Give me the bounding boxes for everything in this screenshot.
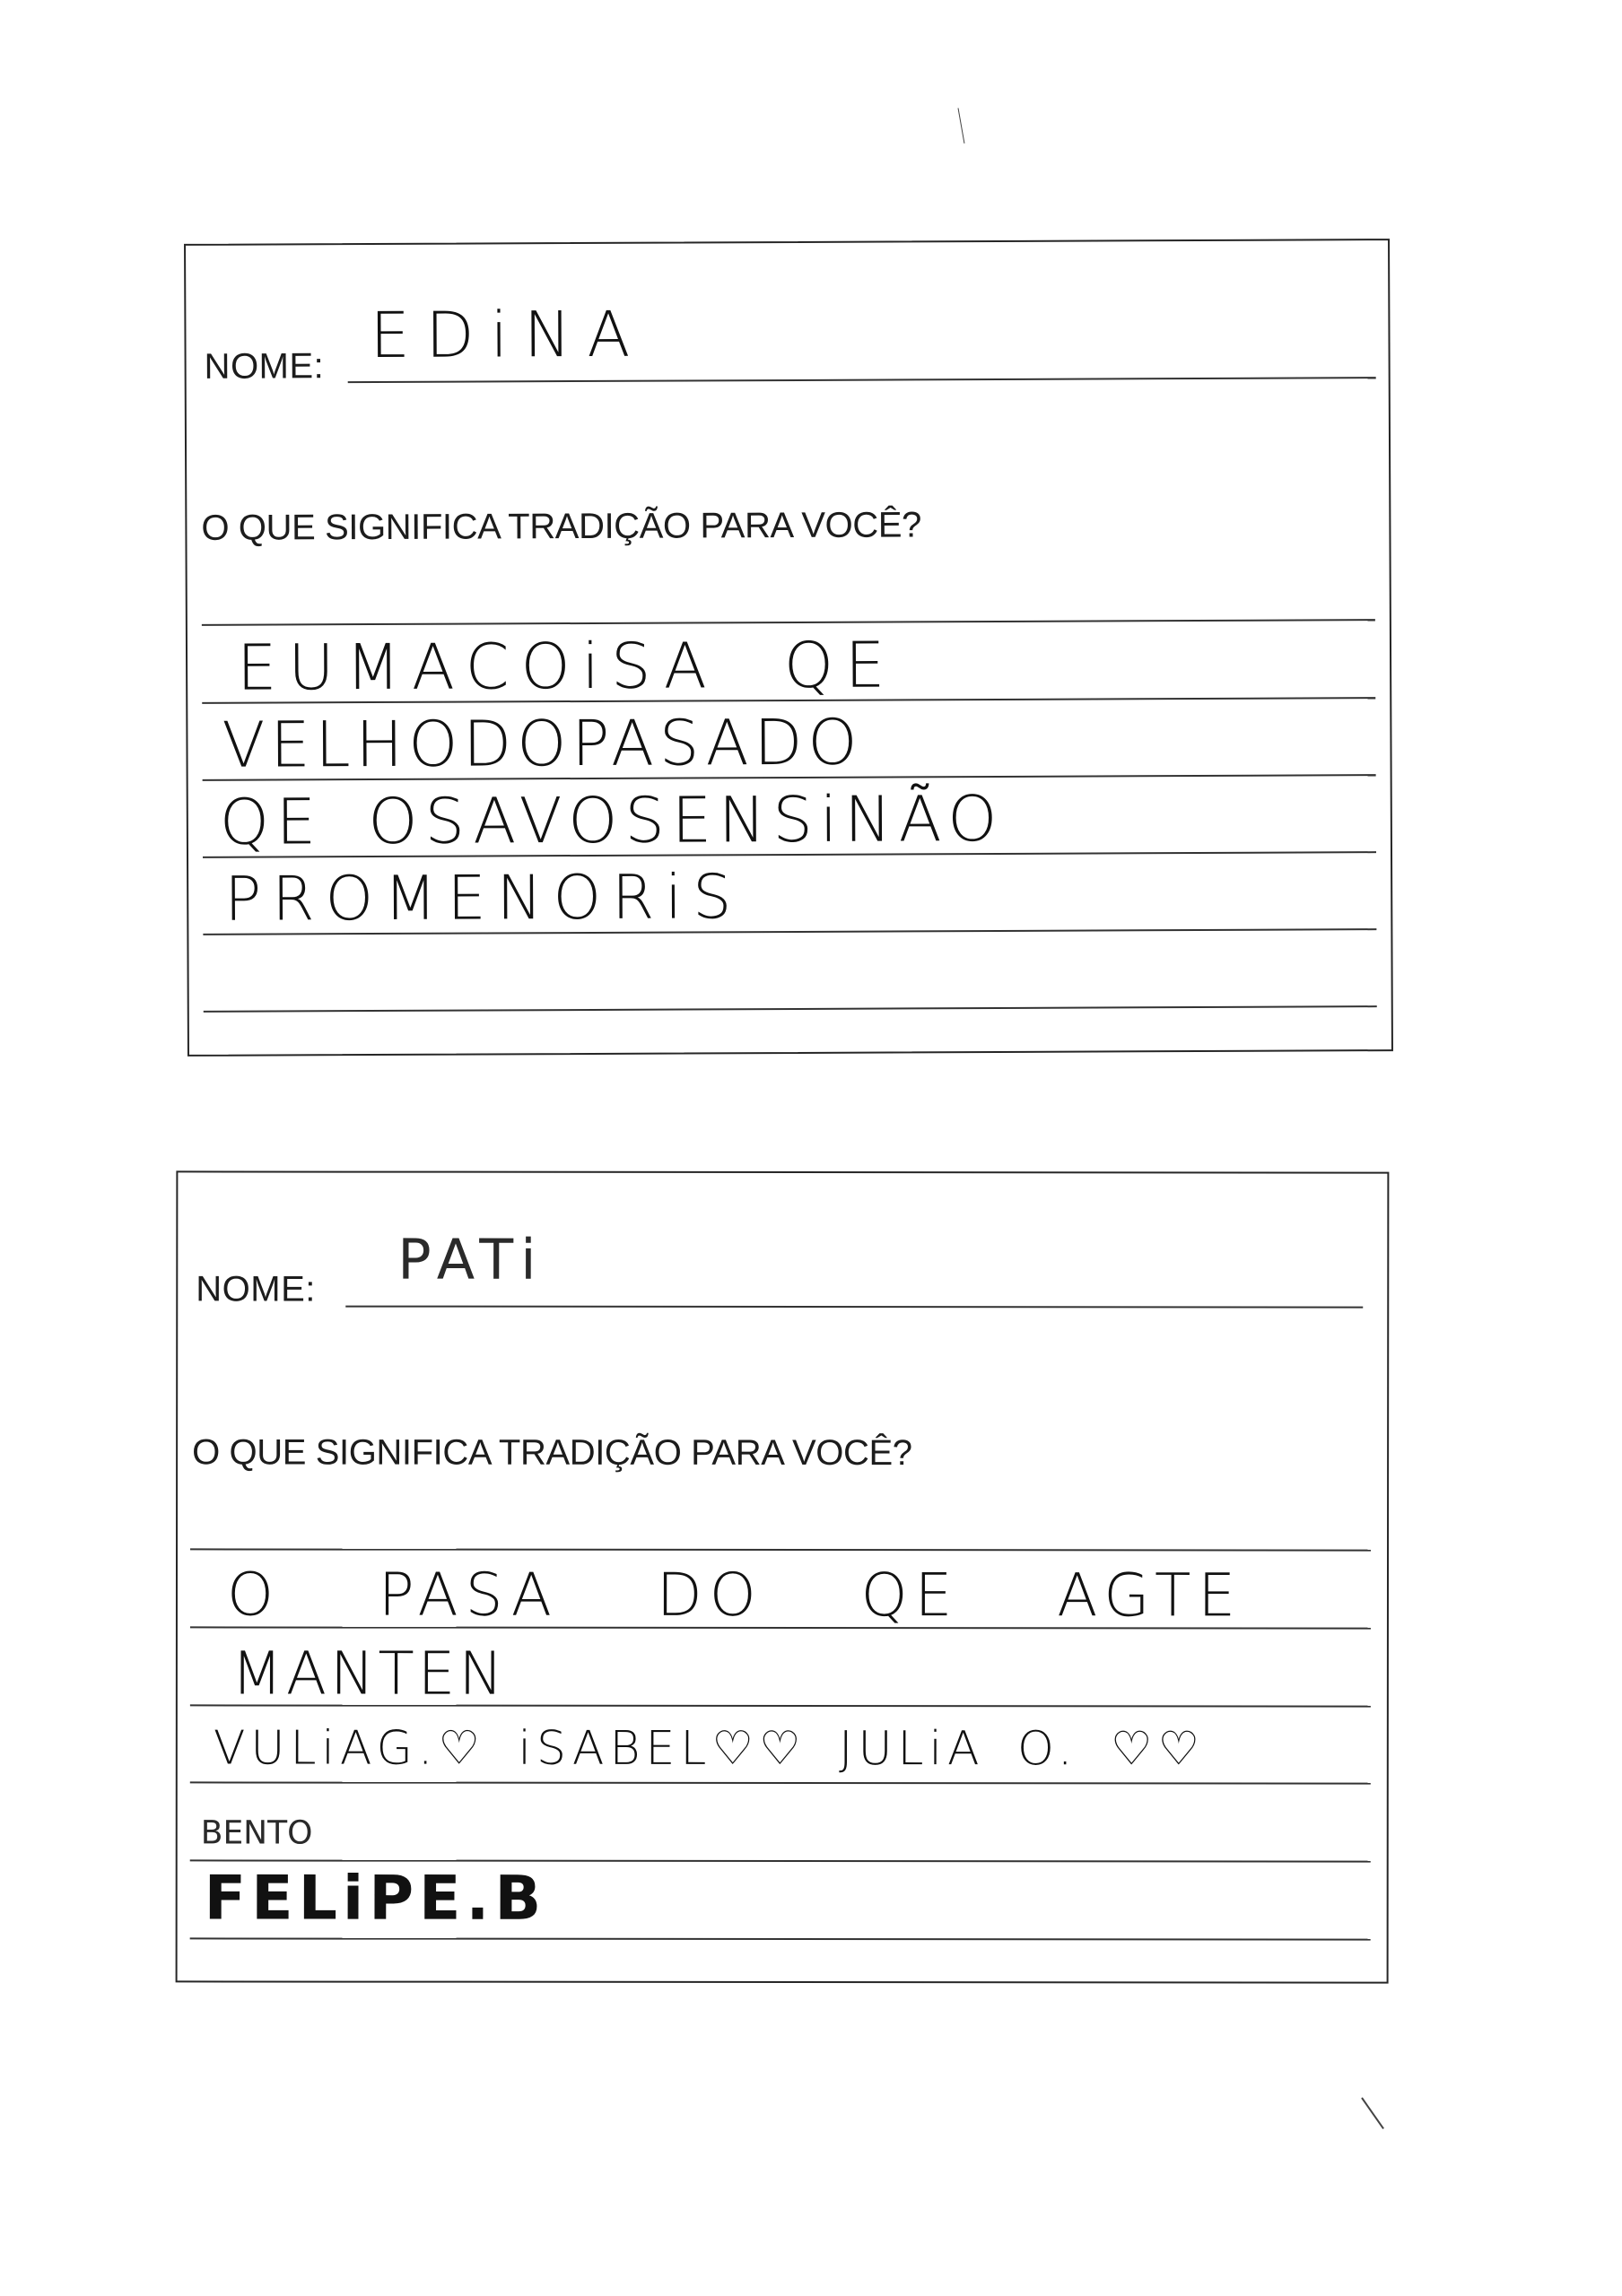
answer-text-line: VULiAG.♡ iSABEL♡♡ JULiA O. ♡♡ xyxy=(213,1721,1206,1777)
scan-mark xyxy=(958,108,965,144)
student-name: PATi xyxy=(397,1226,545,1292)
answer-text-line: PROMENORiS xyxy=(224,862,743,935)
answer-text-line: O PASA DO QE AGTE xyxy=(226,1560,1243,1631)
form-card-1 xyxy=(184,239,1393,1057)
nome-underline xyxy=(348,377,1376,383)
answer-text-line: VELHODOPASADO xyxy=(222,705,863,782)
answer-text-line: EUMACOiSA QE xyxy=(236,628,897,705)
answer-text-line: QE OSAVOSENSiNÃO xyxy=(219,781,1005,859)
nome-label: NOME: xyxy=(204,346,325,387)
question-text: O QUE SIGNIFICA TRADIÇÃO PARA VOCÊ? xyxy=(201,505,922,548)
question-text: O QUE SIGNIFICA TRADIÇÃO PARA VOCÊ? xyxy=(192,1432,912,1474)
form-card-2 xyxy=(176,1170,1390,1983)
answer-line xyxy=(202,619,1375,626)
answer-line xyxy=(190,1859,1371,1862)
nome-underline xyxy=(345,1306,1363,1309)
student-name: EDiNA xyxy=(370,297,647,373)
nome-label: NOME: xyxy=(196,1269,316,1309)
answer-text-line: BENTO xyxy=(200,1814,313,1852)
answer-text-line: FELiPE.B xyxy=(204,1863,547,1935)
answer-text-line: MANTEN xyxy=(231,1639,507,1709)
answer-line xyxy=(190,1781,1371,1784)
scan-mark xyxy=(1361,2097,1384,2129)
answer-line xyxy=(190,1548,1371,1551)
answer-line xyxy=(204,1005,1377,1013)
answer-line xyxy=(190,1937,1371,1940)
